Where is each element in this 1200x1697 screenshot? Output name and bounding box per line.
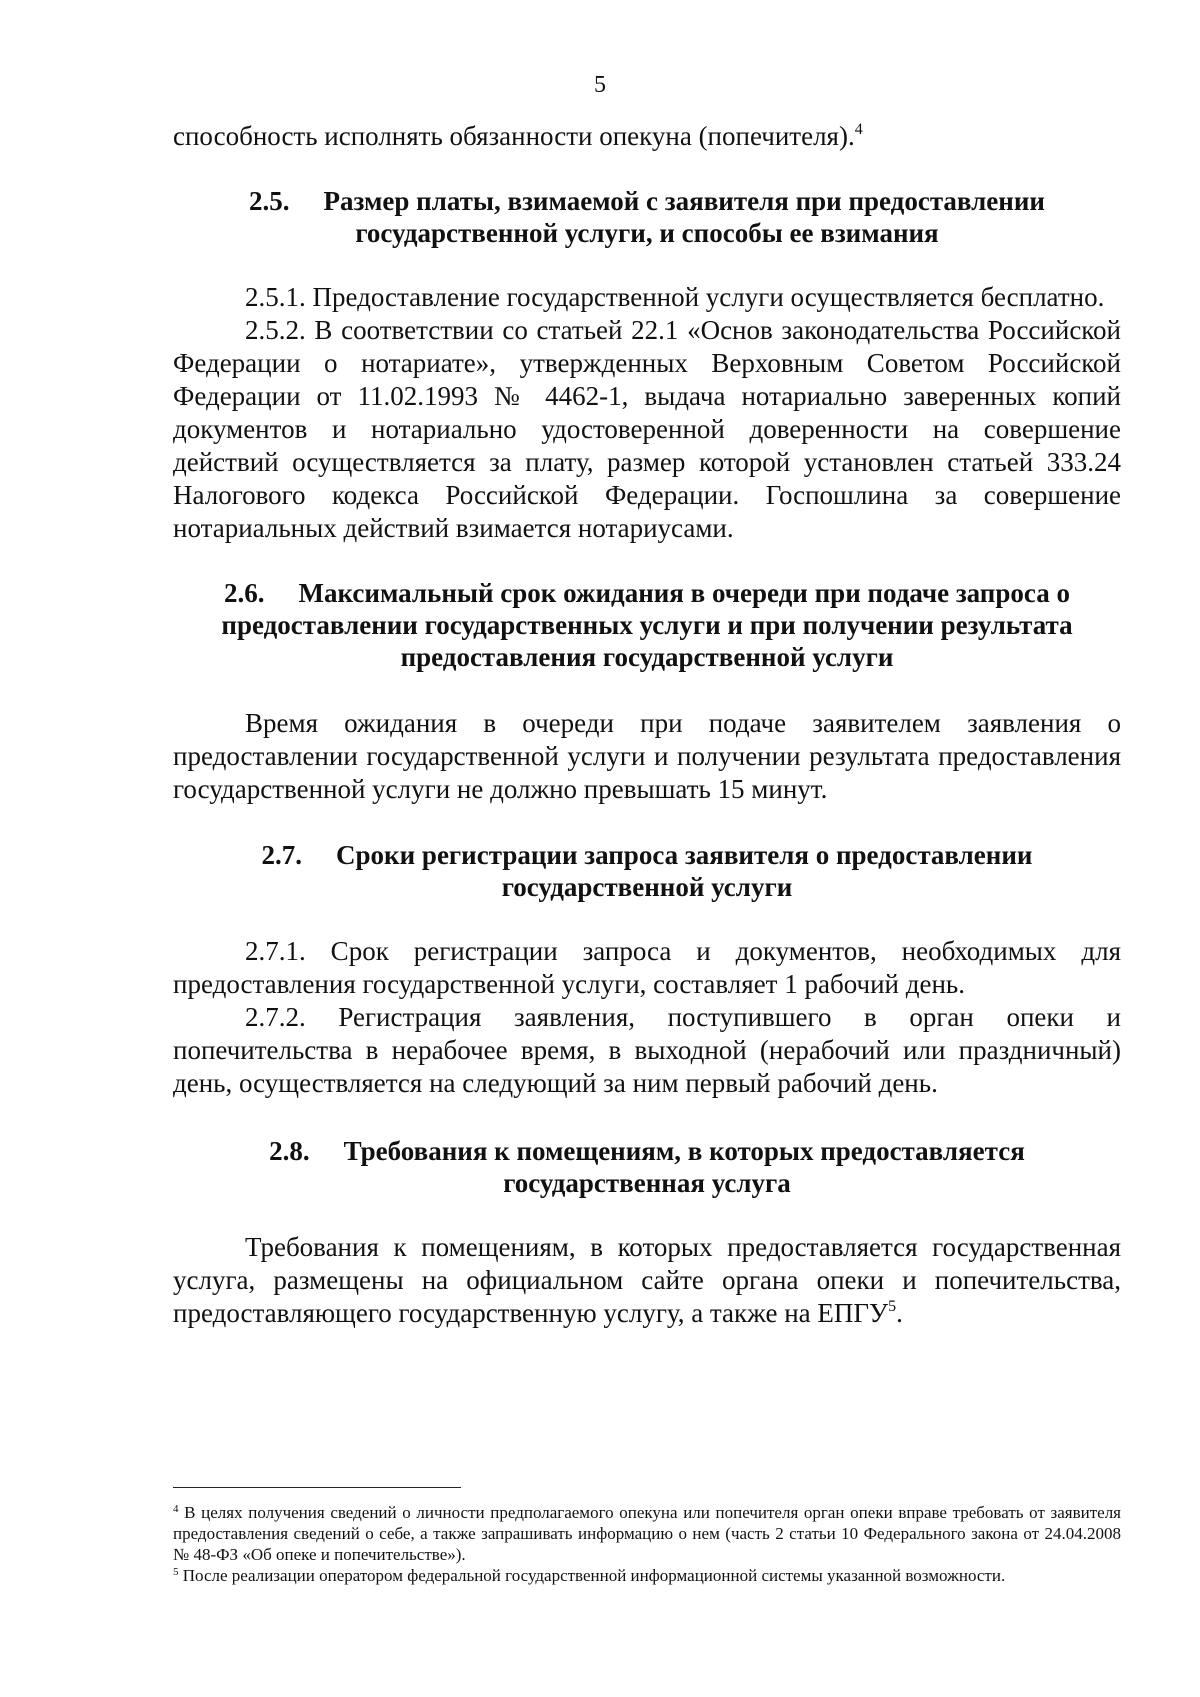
heading-text: Максимальный срок ожидания в очереди при подаче запроса о (298, 578, 1070, 608)
section-number: 2.6. (224, 578, 265, 608)
heading-line: государственной услуги, и способы ее взимания (355, 218, 939, 248)
paragraph-text: Требования к помещениям, в которых предоставляется государственная услуга, размещены на официальном сайте органа опеки и попечительства, предоставляющего государственную услугу, а также на ЕПГУ (173, 1232, 1121, 1328)
footnote-text: В целях получения сведений о личности предполагаемого опекуна или попечителя орган опеки вправе требовать от заявителя предоставления сведений о себе, а также запрашивать информацию о нем (часть 2 статьи 10 Федерального закона от 24.04.2008 № 48-ФЗ «Об опеке и попечительстве»). (173, 1503, 1122, 1564)
paragraph-2-7-2: 2.7.2. Регистрация заявления, поступившего в орган опеки и попечительства в нерабочее время, в выходной (нерабочий или праздничный) день, осуществляется на следующий за ним первый рабочий день. (173, 1002, 1121, 1098)
footnote-ref: 4 (854, 121, 863, 138)
section-number: 2.5. (249, 186, 290, 216)
footnote-number: 4 (173, 1503, 179, 1515)
section-heading-2-5 (173, 185, 1121, 249)
footnotes (173, 1502, 1121, 1586)
heading-text: Сроки регистрации запроса заявителя о предоставлении (336, 840, 1033, 870)
section-heading-2-6 (173, 577, 1121, 673)
paragraph-end: . (896, 1298, 903, 1328)
heading-line: государственная услуга (503, 1168, 791, 1198)
paragraph-text: способность исполнять обязанности опекуна (попечителя). (173, 121, 855, 151)
paragraph-2-8 (173, 1231, 1121, 1330)
heading-line (173, 185, 1121, 217)
footnote-4 (173, 1502, 1121, 1565)
section-heading-2-8 (173, 1135, 1121, 1199)
heading-line: государственной услуги (501, 872, 793, 902)
page-number: 5 (594, 72, 606, 98)
document-body (173, 120, 1121, 1330)
heading-line: предоставлении государственных услуги и при получении результата (221, 610, 1073, 640)
paragraph-2-5-2: 2.5.2. В соответствии со статьей 22.1 «Основ законодательства Российской Федерации о нотариате», утвержденных Верховным Советом Российской Федерации от 11.02.1993 № 4462-1, выдача нотариально заверенных копий документов и нотариально удостоверенной доверенности на совершение действий осуществляется за плату, размер которой установлен статьей 333.24 Налогового кодекса Российской Федерации. Госпошлина за совершение нотариальных действий взимается нотариусами. (173, 315, 1121, 543)
section-number: 2.7. (261, 840, 303, 870)
paragraph-2-5-1: 2.5.1. Предоставление государственной услуги осуществляется бесплатно. (245, 282, 1105, 312)
heading-line (173, 577, 1121, 609)
footnote-5 (173, 1565, 1121, 1586)
section-heading-2-7 (173, 839, 1121, 903)
paragraph-2-6: Время ожидания в очереди при подаче заявителем заявления о предоставлении государственной услуги и получении результата предоставления государственной услуги не должно превышать 15 минут. (173, 708, 1121, 804)
heading-line (173, 839, 1121, 871)
heading-line (173, 1135, 1121, 1167)
footnote-separator (173, 1487, 461, 1488)
section-number: 2.8. (269, 1136, 310, 1166)
footnote-number: 5 (173, 1566, 179, 1578)
heading-text: Требования к помещениям, в которых предоставляется (343, 1136, 1025, 1166)
continuation-paragraph (173, 120, 1121, 153)
heading-text: Размер платы, взимаемой с заявителя при предоставлении (323, 186, 1045, 216)
footnote-ref: 5 (888, 1298, 897, 1315)
footnote-text: После реализации оператором федеральной государственной информационной системы указанной возможности. (182, 1566, 1006, 1585)
heading-line: предоставления государственной услуги (400, 642, 894, 672)
paragraph-2-7-1: 2.7.1. Срок регистрации запроса и документов, необходимых для предоставления государственной услуги, составляет 1 рабочий день. (173, 936, 1121, 999)
